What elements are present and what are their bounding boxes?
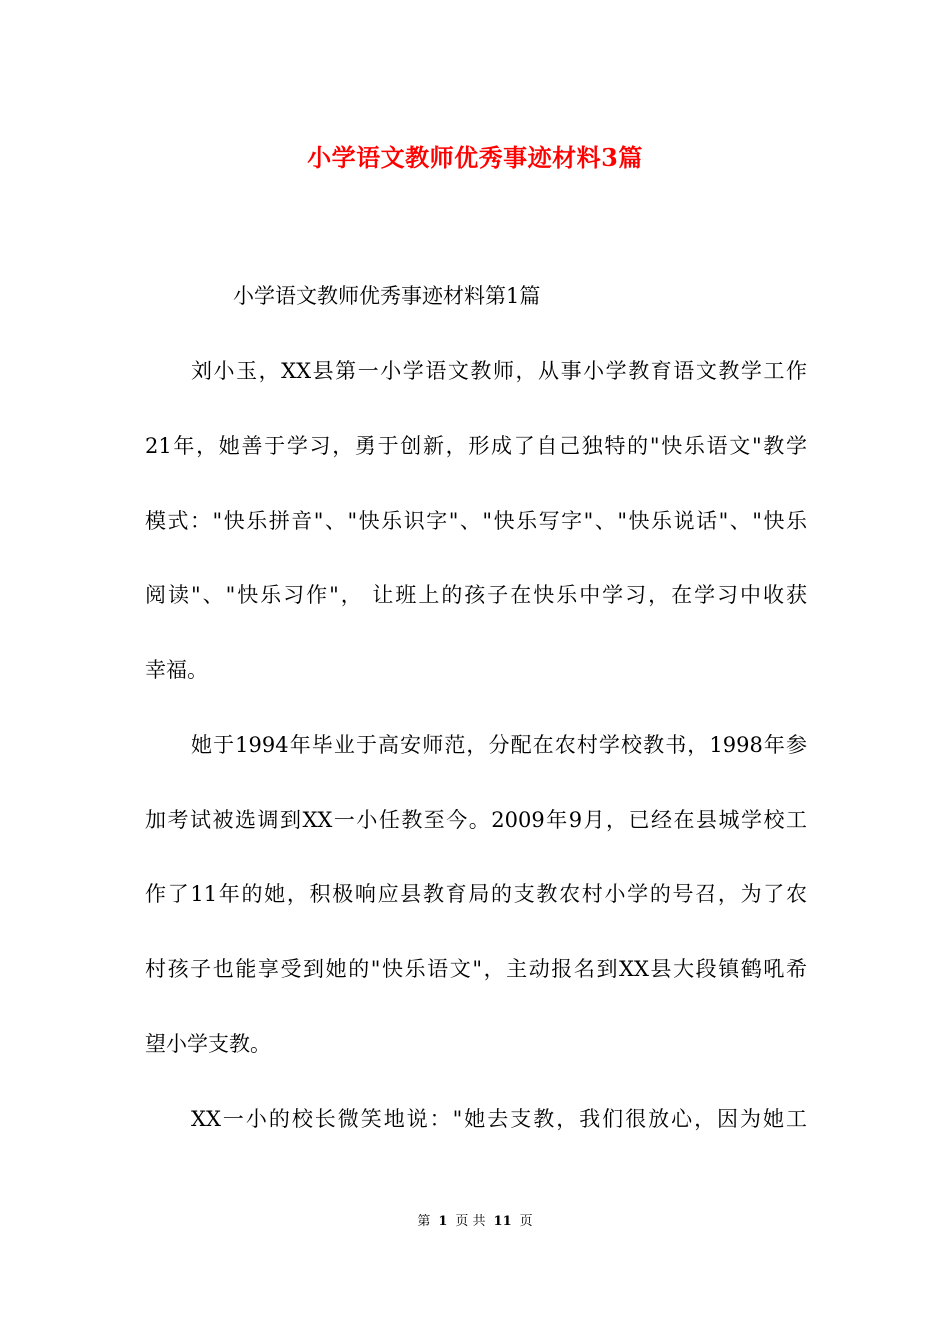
page-footer bbox=[0, 1210, 950, 1229]
paragraph-line: 加考试被选调到XX一小任教至今。2009年9月，已经在县城学校工 bbox=[145, 808, 807, 832]
footer-total-pages: 11 bbox=[493, 1214, 512, 1229]
document-title: 小学语文教师优秀事迹材料3篇 bbox=[307, 143, 643, 172]
paragraph-line: 模式："快乐拼音"、"快乐识字"、"快乐写字"、"快乐说话"、"快乐 bbox=[145, 509, 807, 533]
paragraph-line: 望小学支教。 bbox=[145, 1032, 271, 1056]
section-heading: 小学语文教师优秀事迹材料第1篇 bbox=[233, 284, 541, 308]
paragraph-line: 作了11年的她，积极响应县教育局的支教农村小学的号召，为了农 bbox=[145, 882, 807, 906]
paragraph-line: 幸福。 bbox=[145, 658, 208, 682]
footer-current-page: 1 bbox=[438, 1214, 448, 1229]
footer-middle: 页 共 bbox=[455, 1214, 486, 1229]
footer-suffix: 页 bbox=[519, 1214, 533, 1229]
paragraph-line: 21年，她善于学习，勇于创新，形成了自己独特的"快乐语文"教学 bbox=[145, 434, 807, 458]
paragraph-line: 阅读"、"快乐习作"， 让班上的孩子在快乐中学习，在学习中收获 bbox=[145, 583, 807, 607]
paragraph-line: 她于1994年毕业于高安师范，分配在农村学校教书，1998年参 bbox=[191, 733, 807, 757]
paragraph-line: XX一小的校长微笑地说："她去支教，我们很放心，因为她工 bbox=[191, 1107, 807, 1131]
paragraph-line: 刘小玉，XX县第一小学语文教师，从事小学教育语文教学工作 bbox=[191, 359, 807, 383]
paragraph-line: 村孩子也能享受到她的"快乐语文"，主动报名到XX县大段镇鹤吼希 bbox=[145, 957, 807, 981]
footer-prefix: 第 bbox=[417, 1214, 431, 1229]
